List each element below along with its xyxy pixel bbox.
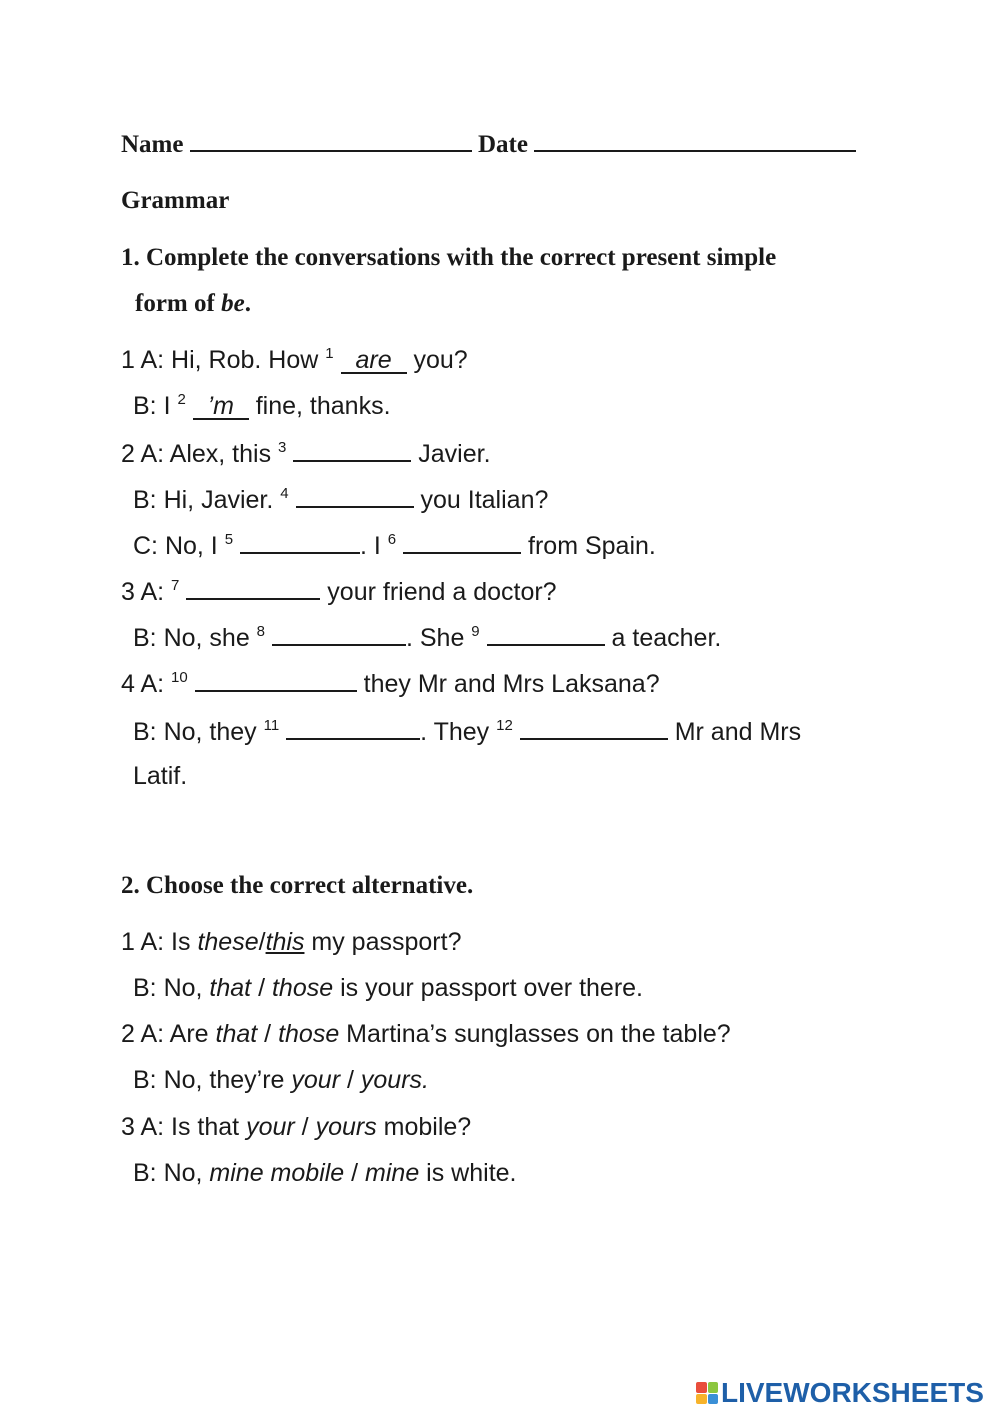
separator: / [344,1159,366,1187]
line-text: a teacher. [604,624,722,652]
instruction-period: . [244,290,251,317]
logo-mark-icon [696,1382,718,1404]
name-date-header [121,130,856,159]
option-those[interactable]: those [271,974,334,1002]
ex2-line-1 [121,928,461,957]
ex1-line-3 [121,438,491,469]
ex1-line-7 [133,622,721,653]
line-text: you Italian? [413,486,549,514]
answer-field-9[interactable] [487,622,605,646]
answer-field-11[interactable] [286,716,420,740]
line-text: Mr and Mrs [667,718,802,746]
line-text: C: No, I [133,532,225,560]
gap-number: 4 [280,485,289,502]
exercise2-instruction: 2. Choose the correct alternative. [121,872,474,899]
option-mine[interactable]: mine [365,1159,420,1187]
line-text: . She [405,624,472,652]
logo-square [696,1382,707,1393]
line-text: B: I [133,392,178,420]
ex2-line-3 [121,1020,731,1049]
answer-field-10[interactable] [195,668,357,692]
option-mine-mobile[interactable]: mine mobile [209,1159,345,1187]
line-text: B: No, they [133,718,264,746]
section-title: Grammar [121,187,230,214]
option-these[interactable]: these [197,928,259,956]
logo-square [708,1394,719,1405]
line-text: 1 A: Hi, Rob. How [121,346,326,374]
logo-square [708,1382,719,1393]
answer-field-8[interactable] [272,622,406,646]
line-text: 1 A: Is [121,928,198,956]
option-yours[interactable]: yours. [360,1066,429,1094]
gap-number: 3 [278,439,287,456]
separator: / [258,928,266,956]
line-text: from Spain. [521,532,656,560]
ex1-line-8 [121,668,660,699]
liveworksheets-logo[interactable] [696,1378,984,1408]
answer-field-7[interactable] [186,576,320,600]
separator: / [257,1020,279,1048]
gap-number: 11 [263,717,280,734]
option-your[interactable]: your [246,1113,295,1141]
ex1-line-2 [133,392,391,421]
ex2-line-4 [133,1066,429,1095]
separator: / [340,1066,361,1094]
line-text: 2 A: Are [121,1020,216,1048]
answer-field-1[interactable]: are [341,348,407,374]
option-this-selected[interactable]: this [265,928,305,956]
gap-number: 10 [171,669,188,686]
line-text: mobile? [376,1113,472,1141]
gap-number: 7 [171,577,180,594]
gap-number: 5 [224,531,234,548]
ex1-line-4 [133,484,548,515]
answer-field-3[interactable] [293,438,411,462]
line-text: they Mr and Mrs Laksana? [356,670,660,698]
line-text: Javier. [411,440,491,468]
gap-number: 9 [471,623,480,640]
instruction-text: form of [135,290,222,317]
line-text: your friend a doctor? [320,578,557,606]
line-text: Martina’s sunglasses on the table? [339,1020,731,1048]
line-text: 3 A: Is that [121,1113,247,1141]
exercise1-instruction: 1. Complete the conversations with the correct present simple [121,244,777,271]
gap-number: 6 [387,531,397,548]
answer-field-4[interactable] [296,484,414,508]
line-text: B: No, [133,974,210,1002]
line-text: is white. [419,1159,517,1187]
gap-number: 2 [177,391,186,408]
answer-field-12[interactable] [520,716,668,740]
ex1-line-6 [121,576,557,607]
date-field[interactable] [534,130,856,152]
line-text: 2 A: Alex, this [121,440,279,468]
gap-number: 12 [496,717,513,734]
gap-number: 8 [256,623,266,640]
ex1-line-10: Latif. [133,762,188,790]
ex2-line-6 [133,1159,517,1188]
line-text: B: No, she [133,624,257,652]
option-your[interactable]: your [291,1066,341,1094]
ex1-line-9 [133,716,801,747]
name-field[interactable] [190,130,472,152]
ex2-line-5 [121,1113,471,1142]
instruction-keyword: be [221,290,245,317]
separator: / [251,974,272,1002]
answer-field-5[interactable] [240,530,360,554]
ex1-line-5 [133,530,656,561]
line-text: my passport? [304,928,462,956]
answer-field-2[interactable]: ’m [193,394,249,420]
line-text: B: No, [133,1159,210,1187]
date-label: Date [477,131,528,158]
logo-square [696,1394,707,1405]
line-text: 4 A: [121,670,172,698]
option-those[interactable]: those [278,1020,340,1048]
exercise1-instruction-cont [135,290,251,318]
line-text: B: No, they’re [133,1066,292,1094]
ex1-line-1 [121,346,468,375]
separator: / [294,1113,316,1141]
option-that[interactable]: that [209,974,252,1002]
line-text: is your passport over there. [333,974,644,1002]
logo-text: LIVEWORKSHEETS [721,1377,984,1408]
name-label: Name [121,131,184,158]
ex2-line-2 [133,974,643,1003]
option-yours[interactable]: yours [315,1113,377,1141]
line-text: B: Hi, Javier. [133,486,281,514]
line-text: . I [359,532,388,560]
line-text: 3 A: [121,578,172,606]
option-that[interactable]: that [215,1020,258,1048]
gap-number: 1 [325,345,334,362]
line-text: fine, thanks. [248,392,391,420]
answer-field-6[interactable] [403,530,521,554]
line-text: . They [420,718,497,746]
line-text: you? [406,346,468,374]
